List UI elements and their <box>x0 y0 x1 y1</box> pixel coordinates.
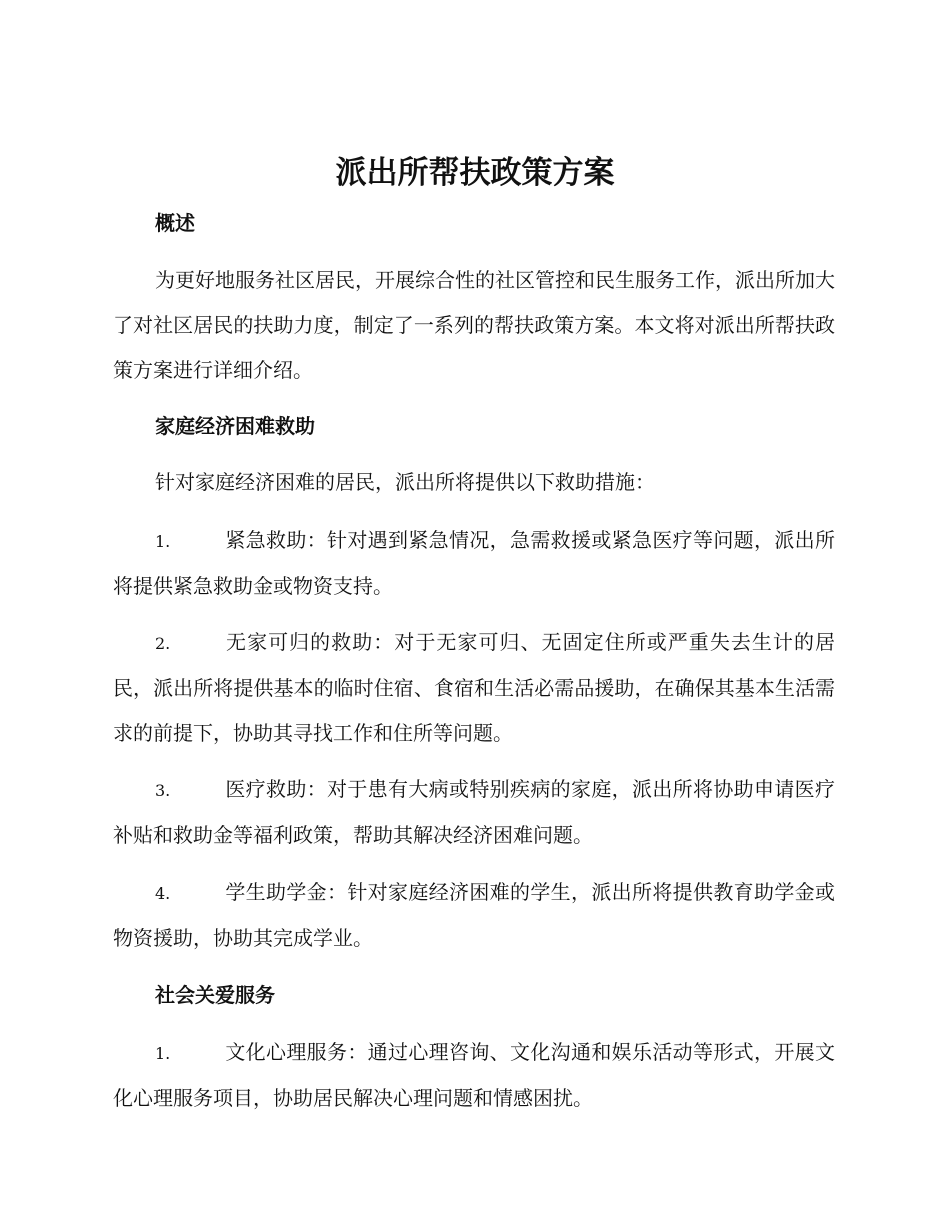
list-item-number: 2. <box>155 634 171 653</box>
list-item <box>113 620 835 756</box>
document-title: 派出所帮扶政策方案 <box>335 155 615 191</box>
section-heading-overview: 概述 <box>155 211 195 235</box>
list-item-text: 医疗救助：对于患有大病或特别疾病的家庭，派出所将协助申请医疗补贴和救助金等福利政策，帮助其解决经济困难问题。 <box>113 777 835 847</box>
list-item-text: 学生助学金：针对家庭经济困难的学生，派出所将提供教育助学金或物资援助，协助其完成学业。 <box>113 880 835 950</box>
list-item <box>113 767 835 858</box>
list-item <box>113 1030 835 1121</box>
list-item <box>113 518 835 609</box>
list-item-number: 4. <box>155 884 171 903</box>
list-item-number: 3. <box>155 781 171 800</box>
list-item <box>113 870 835 961</box>
list-item-text: 文化心理服务：通过心理咨询、文化沟通和娱乐活动等形式，开展文化心理服务项目，协助居民解决心理问题和情感困扰。 <box>113 1040 835 1110</box>
family-aid-intro <box>113 460 835 505</box>
list-item-number: 1. <box>155 1044 171 1063</box>
family-aid-intro-text: 针对家庭经济困难的居民，派出所将提供以下救助措施： <box>155 470 655 494</box>
overview-paragraph-text: 为更好地服务社区居民，开展综合性的社区管控和民生服务工作，派出所加大了对社区居民的扶助力度，制定了一系列的帮扶政策方案。本文将对派出所帮扶政策方案进行详细介绍。 <box>113 268 835 382</box>
section-heading-social-care: 社会关爱服务 <box>155 983 275 1007</box>
overview-paragraph <box>113 258 835 393</box>
list-item-text: 紧急救助：针对遇到紧急情况，急需救援或紧急医疗等问题，派出所将提供紧急救助金或物资支持。 <box>113 528 835 598</box>
list-item-text: 无家可归的救助：对于无家可归、无固定住所或严重失去生计的居民，派出所将提供基本的临时住宿、食宿和生活必需品援助，在确保其基本生活需求的前提下，协助其寻找工作和住所等问题。 <box>113 630 835 745</box>
list-item-number: 1. <box>155 532 171 551</box>
section-heading-family-aid: 家庭经济困难救助 <box>155 414 315 438</box>
